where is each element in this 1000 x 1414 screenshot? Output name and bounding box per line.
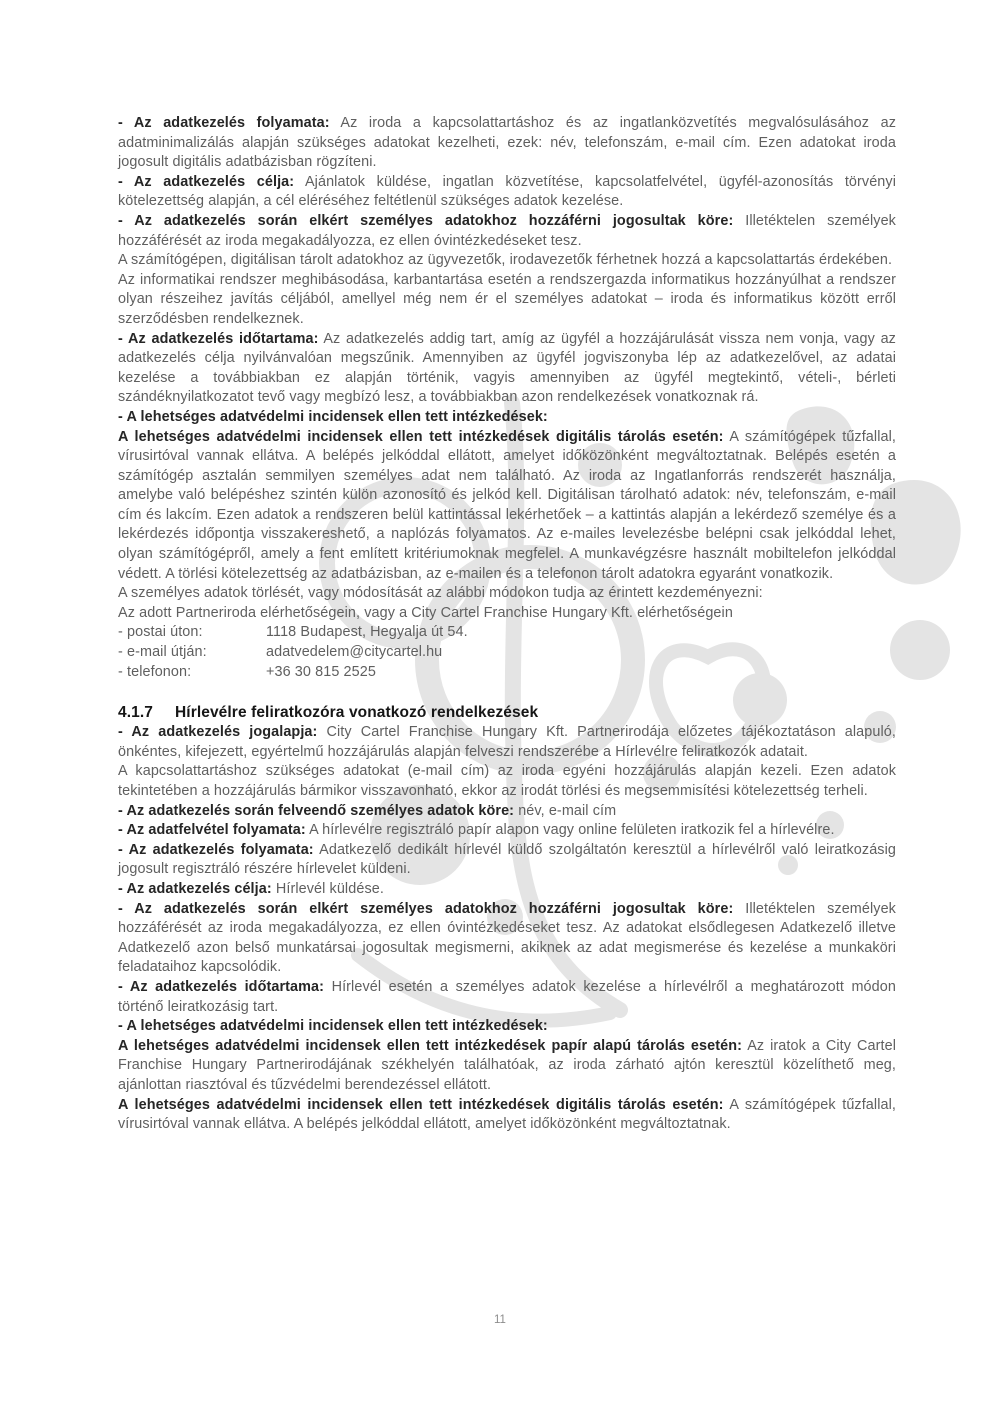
paragraph [118, 604, 896, 624]
paragraph-text: Ajánlatok küldése, ingatlan közvetítése, kapcsolatfelvétel, ügyfél-azonosítás törvényi kötelezettség alapján, a cél eléréséhez feltétlenül szükséges adatok kezelése. [118, 173, 897, 210]
paragraph [118, 271, 896, 330]
contact-row [118, 643, 896, 663]
document-body [118, 114, 896, 1135]
paragraph [118, 1037, 896, 1096]
paragraph-text: A kapcsolattartáshoz szükséges adatokat (e-mail cím) az iroda egyéni hozzájárulás alapján kezeli. Ezen adatok tekintetében a hozzájárulás bármikor visszavonható, ekkor az irodát törlési és megsemmisítési kötelezettség terheli. [118, 763, 896, 799]
paragraph-text: A számítógépen, digitálisan tárolt adatokhoz az ügyvezetők, irodavezetők férhetnek hozzá a kapcsolattartás érdekében. [118, 252, 893, 269]
paragraph [118, 173, 896, 212]
paragraph-label: - Az adatkezelés folyamata: [118, 115, 330, 131]
paragraph-label: - Az adatkezelés időtartama: [118, 330, 319, 347]
paragraph [118, 251, 896, 271]
paragraph-label: - Az adatkezelés célja: [118, 880, 272, 897]
contact-value: 1118 Budapest, Hegyalja út 54. [266, 624, 468, 641]
contact-value: +36 30 815 2525 [266, 663, 376, 680]
paragraph-label: - Az adatkezelés folyamata: [118, 841, 314, 858]
paragraph [118, 428, 896, 585]
paragraph-label: A lehetséges adatvédelmi incidensek ellen tett intézkedések digitális tárolás esetén: [118, 428, 724, 445]
paragraph-text: Adatkezelő dedikált hírlevél küldő szolgáltatón keresztül a hírlevélről való leiratkozásig jogosult regisztráló részére hírlevelet küldeni. [118, 841, 896, 878]
paragraph-label: - Az adatkezelés jogalapja: [118, 724, 318, 741]
section-heading [118, 703, 896, 723]
paragraph-bold-text: - A lehetséges adatvédelmi incidensek ellen tett intézkedések: [118, 1018, 548, 1035]
contact-row [118, 623, 896, 643]
paragraph-text: Az adott Partneriroda elérhetőségein, vagy a City Cartel Franchise Hungary Kft. elérhetőségein [118, 604, 733, 621]
paragraph-text: Illetéktelen személyek hozzáférését az iroda megakadályozza, ez ellen óvintézkedéseket tesz. [118, 212, 896, 249]
paragraph [118, 723, 896, 762]
paragraph-text: Az iroda a kapcsolattartáshoz és az ingatlanközvetítés megvalósulásához az adatminimalizálás alapján szükséges adatokat kezelheti, ezek: név, telefonszám, e-mail cím. Ezen adatokat iroda jogosult digitális adatbázisban rögzíteni. [118, 115, 896, 171]
section-number: 4.1.7 [118, 704, 153, 722]
paragraph-text: Az iratok a City Cartel Franchise Hungary Partnerirodájának székhelyén találhatóak, az iroda zárható ajtón keresztül közelíthető meg, ajánlottan riasztóval és tűzvédelmi berendezéssel ellátott. [118, 1037, 897, 1093]
paragraph-text: A személyes adatok törlését, vagy módosítását az alábbi módokon tudja az érintett kezdeményezni: [118, 585, 763, 602]
paragraph-label: - Az adatkezelés során elkért személyes adatokhoz hozzáférni jogosultak köre: [118, 212, 734, 229]
page-number: 11 [494, 1314, 506, 1326]
contact-label: - e-mail útján: [118, 644, 207, 661]
paragraph-label: - Az adatkezelés során felveendő személyes adatok köre: [118, 802, 515, 819]
paragraph-text: Hírlevél esetén a személyes adatok kezelése a hírlevélről a meghatározott módon történő leiratkozásig tart. [118, 978, 896, 1015]
paragraph-text: Illetéktelen személyek hozzáférését az iroda megakadályozza, ez ellen óvintézkedéseket tesz. Az adatokat elsődlegesen Adatkezelő illetve Adatkezelő azon belső munkatársai jogosultak megismerni, akiknek az adat megismerése és kezelése a munkaköri feladataihoz kapcsolódik. [118, 900, 896, 976]
paragraph [118, 978, 896, 1017]
paragraph-text: A számítógépek tűzfallal, vírusirtóval vannak ellátva. A belépés jelkóddal ellátott, amelyet időközönként megváltoztatnak. [118, 1096, 897, 1133]
paragraph [118, 330, 896, 408]
paragraph-bold-text: - A lehetséges adatvédelmi incidensek ellen tett intézkedések: [118, 408, 548, 425]
contact-label: - telefonon: [118, 663, 192, 680]
section-title: Hírlevélre feliratkozóra vonatkozó rendelkezések [175, 704, 539, 722]
contact-value: adatvedelem@citycartel.hu [266, 644, 443, 661]
paragraph-text: név, e-mail cím [518, 802, 617, 819]
paragraph-label: - Az adatfelvétel folyamata: [118, 822, 306, 839]
paragraph-text: A hírlevélre regisztráló papír alapon vagy online felületen iratkozik fel a hírlevélre. [309, 822, 835, 839]
paragraph [118, 212, 896, 251]
paragraph-text: Az informatikai rendszer meghibásodása, karbantartása esetén a rendszergazda informatikus hozzányúlhat a rendszer olyan részeihez javítás céljából, amellyel még nem ér el személyes adatokat – iroda és informatikus között erről szerződésben rendelkeznek. [118, 271, 896, 327]
paragraph [118, 880, 896, 900]
paragraph [118, 841, 896, 880]
paragraph [118, 802, 896, 822]
paragraph-text: Az adatkezelés addig tart, amíg az ügyfél a hozzájárulását vissza nem vonja, vagy az adatkezelés célja nyilvánvalóan megszűnik. Amennyiben az ügyfél jogviszonyba lép az adatkezelővel, az adatai kezelése a továbbiakban ez alapján történik, vagyis amennyiben az ügyfél megtekintő, vételi-, bérleti szándéknyilatkozatot tevő vagy megbízó lesz, a továbbiakban azon rendelkezések vonatkoznak rá. [118, 330, 896, 406]
paragraph [118, 900, 896, 978]
paragraph [118, 408, 896, 428]
paragraph-label: - Az adatkezelés során elkért személyes adatokhoz hozzáférni jogosultak köre: [118, 900, 734, 917]
paragraph-text: Hírlevél küldése. [275, 880, 384, 897]
paragraph [118, 1017, 896, 1037]
paragraph-label: A lehetséges adatvédelmi incidensek ellen tett intézkedések digitális tárolás esetén: [118, 1096, 724, 1113]
contact-label: - postai úton: [118, 624, 203, 641]
paragraph [118, 584, 896, 604]
paragraph-text: City Cartel Franchise Hungary Kft. Partnerirodája előzetes tájékoztatáson alapuló, önkéntes, kifejezett, egyértelmű hozzájárulás alapján felveszi rendszerébe a Hírlevélre feliratkozók adatait. [118, 724, 896, 760]
paragraph-text: A számítógépek tűzfallal, vírusirtóval vannak ellátva. A belépés jelkóddal ellátott, amelyet időközönként megváltoztatnak. Belépés esetén a számítógép asztalán semmilyen személyes adat nem található. Az iroda az Ingatlanforrás rendszerét használja, amelybe való belépéshez szintén külön azonosító és jelkód kell. Digitálisan tárolható adatok: név, telefonszám, e-mail cím és lakcím. Ezen adatok a rendszeren belül kattintással lekérhetőek – a kattintás alapján a lekérdező személye és a lekérdezés időpontja visszakereshető, a naplózás folyamatos. Az e-mailes levelezésbe belépni csak jelkóddal lehet, olyan számítógépről, amely a fent említett kritériumoknak megfelel. A munkavégzésre használt mobiltelefon jelkóddal védett. A törlési kötelezettség az adatbázisban, az e-mailen és a telefonon tárolt adatokra egyaránt vonatkozik. [118, 428, 897, 582]
paragraph [118, 1096, 896, 1135]
paragraph [118, 762, 896, 801]
paragraph-label: - Az adatkezelés időtartama: [118, 978, 325, 995]
paragraph-label: A lehetséges adatvédelmi incidensek ellen tett intézkedések papír alapú tárolás esetén: [118, 1037, 743, 1054]
paragraph [118, 821, 896, 841]
paragraph-label: - Az adatkezelés célja: [118, 173, 295, 190]
contact-row [118, 663, 896, 683]
paragraph [118, 114, 896, 173]
